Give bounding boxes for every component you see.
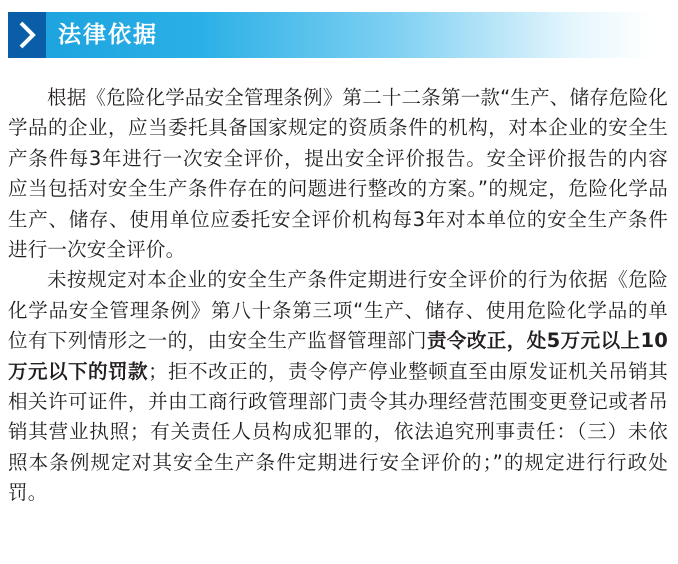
paragraph-evaluation-requirement: 根据《危险化学品安全管理条例》第二十二条第一款“生产、储存危险化学品的企业，应当委托具备国家规定的资质条件的机构，对本企业的安全生产条件每3年进行一次安全评价，提出安全评价报告。安全评价报告的内容应当包括对安全生产条件存在的问题进行整改的方案。”的规定，危险化学品生产、储存、使用单位应委托安全评价机构每3年对本单位的安全生产条件进行一次安全评价。 <box>8 86 669 262</box>
penalty-emphasis: 责令改正，处5万元以上10万元以下的罚款 <box>8 329 669 383</box>
penalty-text-before: 未按规定对本企业的安全生产条件定期进行安全评价的行为依据《危险化学品安全管理条例》第八十条第三项“生产、储存、使用危险化学品的单位有下列情形之一的，由安全生产监督管理部门 <box>8 268 668 353</box>
chevron-right-icon <box>17 20 37 50</box>
legal-basis-body <box>8 83 668 509</box>
chevron-badge <box>8 12 46 58</box>
section-header <box>8 12 653 58</box>
section-title: 法律依据 <box>58 22 158 48</box>
penalty-text-after: ；拒不改正的，责令停产停业整顿直至由原发证机关吊销其相关许可证件，并由工商行政管理部门责令其办理经营范围变更登记或者吊销其营业执照；有关责任人员构成犯罪的，依法追究刑事责任：（三）未依照本条例规定对其安全生产条件定期进行安全评价的；”的规定进行行政处罚。 <box>8 359 669 505</box>
paragraph-penalty <box>8 265 668 508</box>
